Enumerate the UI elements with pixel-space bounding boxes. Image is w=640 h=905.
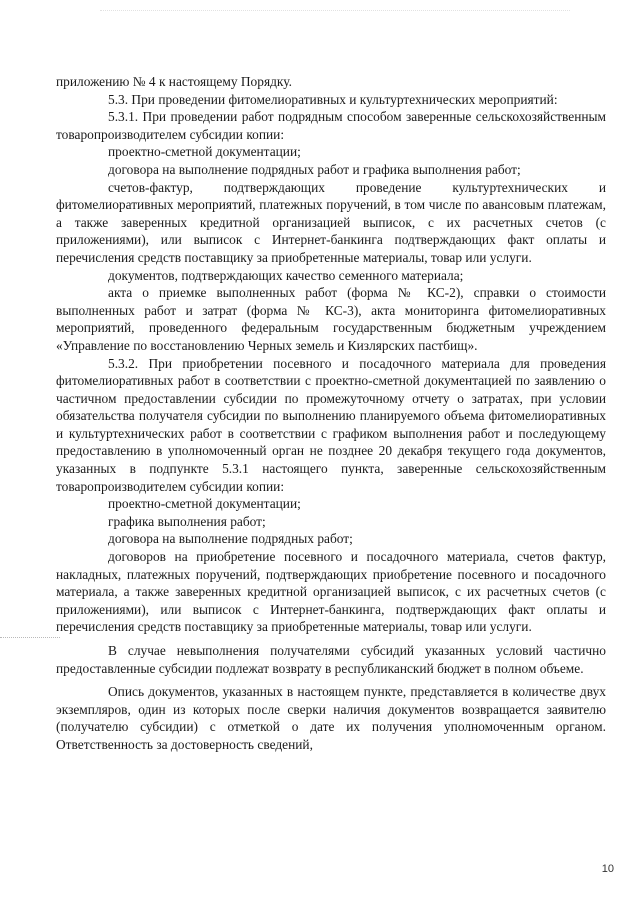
list-item: договоров на приобретение посевного и посадочного материала, счетов фактур, накладных, платежных поручений, подтверждающих приобретение посевного и посадочного материала, а также заверенных кредитной организацией выписок, с их расчетных счетов (с приложениями), или выписок с Интернет-банкинга, подтверждающих факт оплаты и перечисления средств поставщику за приобретенные материалы, товар или услуги.	[56, 549, 606, 635]
section-5-3-heading: 5.3. При проведении фитомелиоративных и культуртехнических мероприятий:	[108, 91, 558, 107]
list-item: акта о приемке выполненных работ (форма № КС-2), справки о стоимости выполненных работ и затрат (форма № КС-3), акта мониторинга фитомелиоративных мероприятий, проведенного федеральным государственным бюджетным учреждением «Управление по восстановлению Черных земель и Кизлярских пастбищ».	[56, 285, 606, 353]
list-item: проектно-сметной документации;	[108, 496, 301, 512]
scan-artifact	[0, 637, 60, 638]
section-5-3-2-paragraph: 5.3.2. При приобретении посевного и посадочного материала для проведения фитомелиоративных работ в соответствии с проектно-сметной документацией по заявлению о частичном предоставлении субсидии по промежуточному отчету о затратах, при условии обязательства получателя субсидии по выполнению планируемого объема фитомелиоративных и культуртехнических работ в соответствии с графиком выполнения работ и последующему предоставлению в уполномоченный орган не позднее 20 декабря текущего года документов, указанных в подпункте 5.3.1 настоящего пункта, заверенные сельскохозяйственным товаропроизводителем субсидии копии:	[56, 355, 606, 494]
list-item: счетов-фактур, подтверждающих проведение культуртехнических и фитомелиоративных мероприятий, платежных поручений, в том числе по авансовым платежам, а также заверенных кредитной организацией выписок, с их расчетных счетов (с приложениями), или выписок с Интернет-банкинга подтверждающих факт оплаты и перечисления средств поставщику за приобретенные материалы, товар или услуги.	[56, 179, 606, 265]
refund-condition-paragraph: В случае невыполнения получателями субсидий указанных условий частично предоставленные субсидии подлежат возврату в республиканский бюджет в полном объеме.	[56, 643, 606, 676]
scan-artifact	[100, 10, 570, 11]
paragraph-continuation: приложению № 4 к настоящему Порядку.	[56, 74, 292, 89]
list-item: договора на выполнение подрядных работ и графика выполнения работ;	[108, 161, 521, 177]
section-5-3-1-heading: 5.3.1. При проведении работ подрядным способом заверенные сельскохозяйственным товаропроизводителем субсидии копии:	[56, 109, 606, 142]
list-item: графика выполнения работ;	[108, 513, 266, 529]
page-number: 10	[601, 863, 614, 875]
document-body	[56, 73, 606, 754]
list-item: договора на выполнение подрядных работ;	[108, 531, 353, 547]
list-item: документов, подтверждающих качество семенного материала;	[108, 267, 464, 283]
list-item: проектно-сметной документации;	[108, 144, 301, 160]
document-inventory-paragraph: Опись документов, указанных в настоящем пункте, представляется в количестве двух экземпляров, один из которых после сверки наличия документов возвращается заявителю (получателю субсидии) с отметкой о дате их получения уполномоченным органом. Ответственность за достоверность сведений,	[56, 684, 606, 752]
